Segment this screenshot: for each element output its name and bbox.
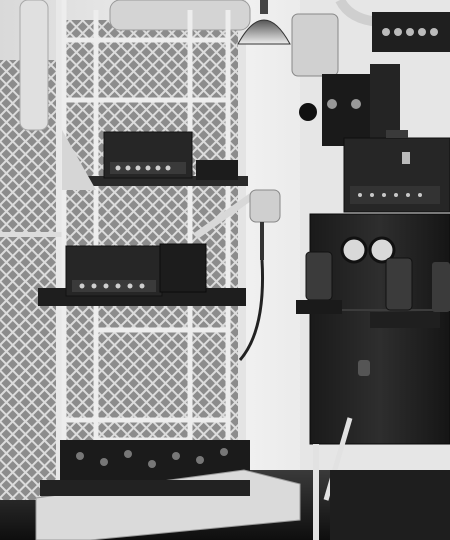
mesh-back-panel (62, 20, 242, 440)
coil-left (306, 252, 332, 300)
panel-lock (358, 360, 370, 376)
base-platform-top (40, 480, 250, 496)
upper-unit-small (196, 160, 238, 180)
lamp-stem (260, 0, 268, 14)
vertical-pipe (20, 0, 48, 130)
coil-far-right (432, 262, 450, 312)
lower-receiver (66, 246, 162, 296)
control-panel (296, 214, 450, 444)
lower-unit-small (160, 244, 206, 292)
junction-box (292, 14, 338, 76)
upper-receiver (104, 132, 192, 178)
floor-box (330, 470, 450, 540)
terminal-strip (372, 12, 450, 52)
pipe-fitting (250, 190, 280, 222)
coil-right (386, 258, 412, 310)
meter-left (342, 238, 366, 262)
mesh-frame-left (56, 0, 62, 500)
top-cabinet (344, 130, 450, 212)
mesh-frame-mid (238, 0, 246, 450)
mesh-frame-rail (0, 232, 62, 237)
